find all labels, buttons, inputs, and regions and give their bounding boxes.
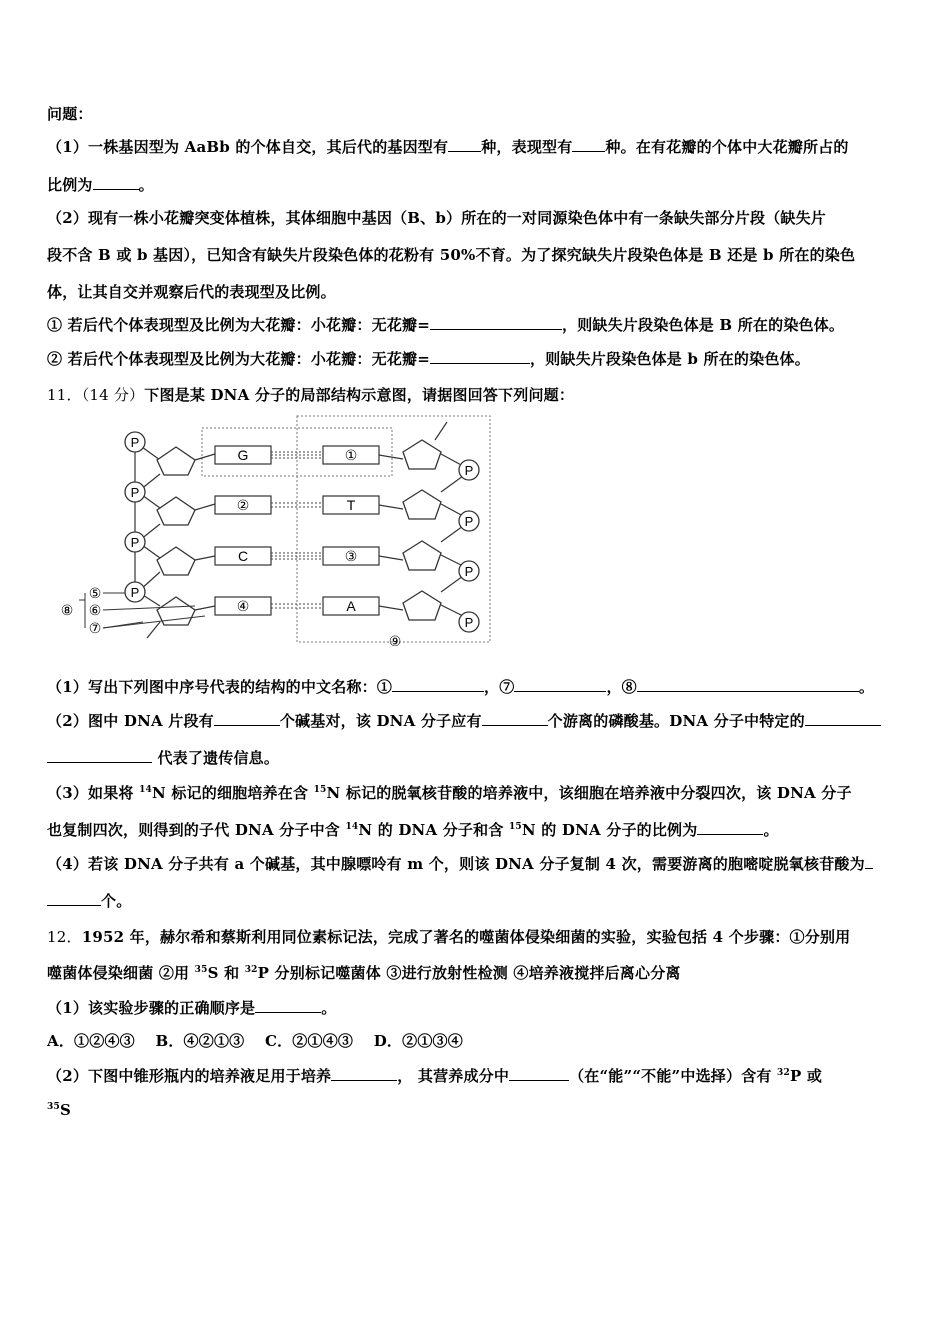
base-T: T bbox=[346, 497, 356, 513]
right-bases bbox=[323, 446, 379, 615]
q10-case2: ② 若后代个体表现型及比例为大花瓣：小花瓣：无花瓣= ，则缺失片段染色体是 b 所在的染色体。 bbox=[47, 350, 810, 368]
answer-blank[interactable] bbox=[448, 137, 481, 152]
q12-part2-line1: （2）下图中锥形瓶内的培养液足用于培养 ， 其营养成分中 （在“能”“不能”中选择）含有 $^{32}$P 或 bbox=[47, 1067, 823, 1085]
right-glycosidic-bonds bbox=[379, 455, 403, 610]
answer-blank[interactable] bbox=[805, 711, 881, 726]
dna-structure-diagram bbox=[55, 414, 505, 646]
svg-text:P: P bbox=[464, 514, 474, 529]
label-7: ⑦ bbox=[88, 620, 102, 636]
answer-blank[interactable] bbox=[482, 711, 548, 726]
q11-part4-line2: 个。 bbox=[47, 890, 131, 911]
svg-text:P: P bbox=[464, 463, 474, 478]
answer-blank[interactable] bbox=[697, 820, 763, 835]
q11-part2-line2: 代表了遗传信息。 bbox=[47, 747, 279, 768]
svg-text:P: P bbox=[130, 585, 140, 600]
answer-blank[interactable] bbox=[509, 1066, 569, 1081]
base-2-label: ② bbox=[236, 497, 250, 513]
left-bases bbox=[215, 446, 271, 615]
answer-blank[interactable] bbox=[514, 677, 606, 692]
q10-part1-line2: 比例为 。 bbox=[47, 176, 154, 194]
q12-line2: 噬菌体侵染细菌 ②用 $^{35}$S 和 $^{32}$P 分别标记噬菌体 ③进行放射性检测 ④培养液搅拌后离心分离 bbox=[47, 964, 681, 982]
answer-blank[interactable] bbox=[572, 137, 605, 152]
answer-blank[interactable] bbox=[637, 677, 859, 692]
answer-blank[interactable] bbox=[430, 349, 530, 364]
q10-case1: ① 若后代个体表现型及比例为大花瓣：小花瓣：无花瓣= ，则缺失片段染色体是 B 所在的染色体。 bbox=[47, 316, 845, 334]
svg-text:P: P bbox=[130, 535, 140, 550]
answer-blank[interactable] bbox=[47, 891, 101, 906]
q11-part4-line1: （4）若该 DNA 分子共有 a 个碱基，其中腺嘌呤有 m 个，则该 DNA 分子复制 4 次，需要游离的胞嘧啶脱氧核苷酸为 bbox=[47, 853, 873, 874]
answer-blank[interactable] bbox=[430, 315, 562, 330]
base-G: G bbox=[237, 447, 249, 463]
q10-part1-line1: （1）一株基因型为 AaBb 的个体自交，其后代的基因型有 种，表现型有 种。在有花瓣的个体中大花瓣所占的 bbox=[47, 138, 849, 156]
base-1-label: ① bbox=[344, 447, 358, 463]
right-sugars bbox=[403, 440, 441, 620]
answer-blank[interactable] bbox=[865, 854, 873, 869]
label-6: ⑥ bbox=[88, 602, 102, 618]
base-4-label: ④ bbox=[236, 598, 250, 614]
q11-part3-line1: （3）如果将 $^{14}$N 标记的细胞培养在含 $^{15}$N 标记的脱氧核苷酸的培养液中，该细胞在培养液中分裂四次，该 DNA 分子 bbox=[47, 784, 852, 802]
label-8: ⑧ bbox=[60, 602, 74, 618]
answer-blank[interactable] bbox=[93, 175, 139, 190]
answer-blank[interactable] bbox=[47, 748, 152, 763]
answer-blank[interactable] bbox=[255, 998, 321, 1013]
q11-part3-line2: 也复制四次，则得到的子代 DNA 分子中含 $^{14}$N 的 DNA 分子和含 $^{15}$N 的 DNA 分子的比例为 。 bbox=[47, 821, 779, 839]
base-C: C bbox=[237, 548, 249, 564]
text-line: 问题： bbox=[47, 105, 93, 123]
q12-part1: （1）该实验步骤的正确顺序是 。 bbox=[47, 999, 337, 1017]
q12-options: A．①②④③ B．④②①③ C．②①④③ D．②①③④ bbox=[47, 1032, 463, 1050]
left-sugars bbox=[157, 447, 195, 625]
base-A: A bbox=[346, 598, 356, 614]
left-glycosidic-bonds bbox=[195, 454, 215, 610]
q10-part2-line1: （2）现有一株小花瓣突变体植株，其体细胞中基因（B、b）所在的一对同源染色体中有一条缺失部分片段（缺失片 bbox=[47, 209, 827, 227]
answer-blank[interactable] bbox=[331, 1066, 397, 1081]
svg-text:P: P bbox=[130, 435, 140, 450]
q12-part2-line2: $^{35}$S bbox=[47, 1101, 71, 1119]
q10-part2-line2: 段不含 B 或 b 基因），已知含有缺失片段染色体的花粉有 50%不育。为了探究缺失片段染色体是 B 还是 b 所在的染色 bbox=[47, 246, 856, 264]
q12-header: 12．1952 年，赫尔希和蔡斯利用同位素标记法，完成了著名的噬菌体侵染细菌的实验，实验包括 4 个步骤：①分别用 bbox=[47, 928, 851, 946]
base-3-label: ③ bbox=[344, 548, 358, 564]
q10-part2-line3: 体，让其自交并观察后代的表现型及比例。 bbox=[47, 283, 336, 301]
label-5: ⑤ bbox=[88, 585, 102, 601]
q11-part2-line1: （2）图中 DNA 片段有 个碱基对，该 DNA 分子应有 个游离的磷酸基。DNA 分子中特定的 bbox=[47, 710, 881, 731]
answer-blank[interactable] bbox=[392, 677, 484, 692]
svg-text:P: P bbox=[464, 564, 474, 579]
q11-part1: （1）写出下列图中序号代表的结构的中文名称：① ，⑦ ，⑧ 。 bbox=[47, 678, 875, 696]
label-9: ⑨ bbox=[388, 633, 402, 646]
q11-header: 11．（14 分）下图是某 DNA 分子的局部结构示意图，请据图回答下列问题： bbox=[47, 386, 575, 404]
svg-text:P: P bbox=[130, 485, 140, 500]
svg-text:P: P bbox=[464, 615, 474, 630]
answer-blank[interactable] bbox=[214, 711, 280, 726]
